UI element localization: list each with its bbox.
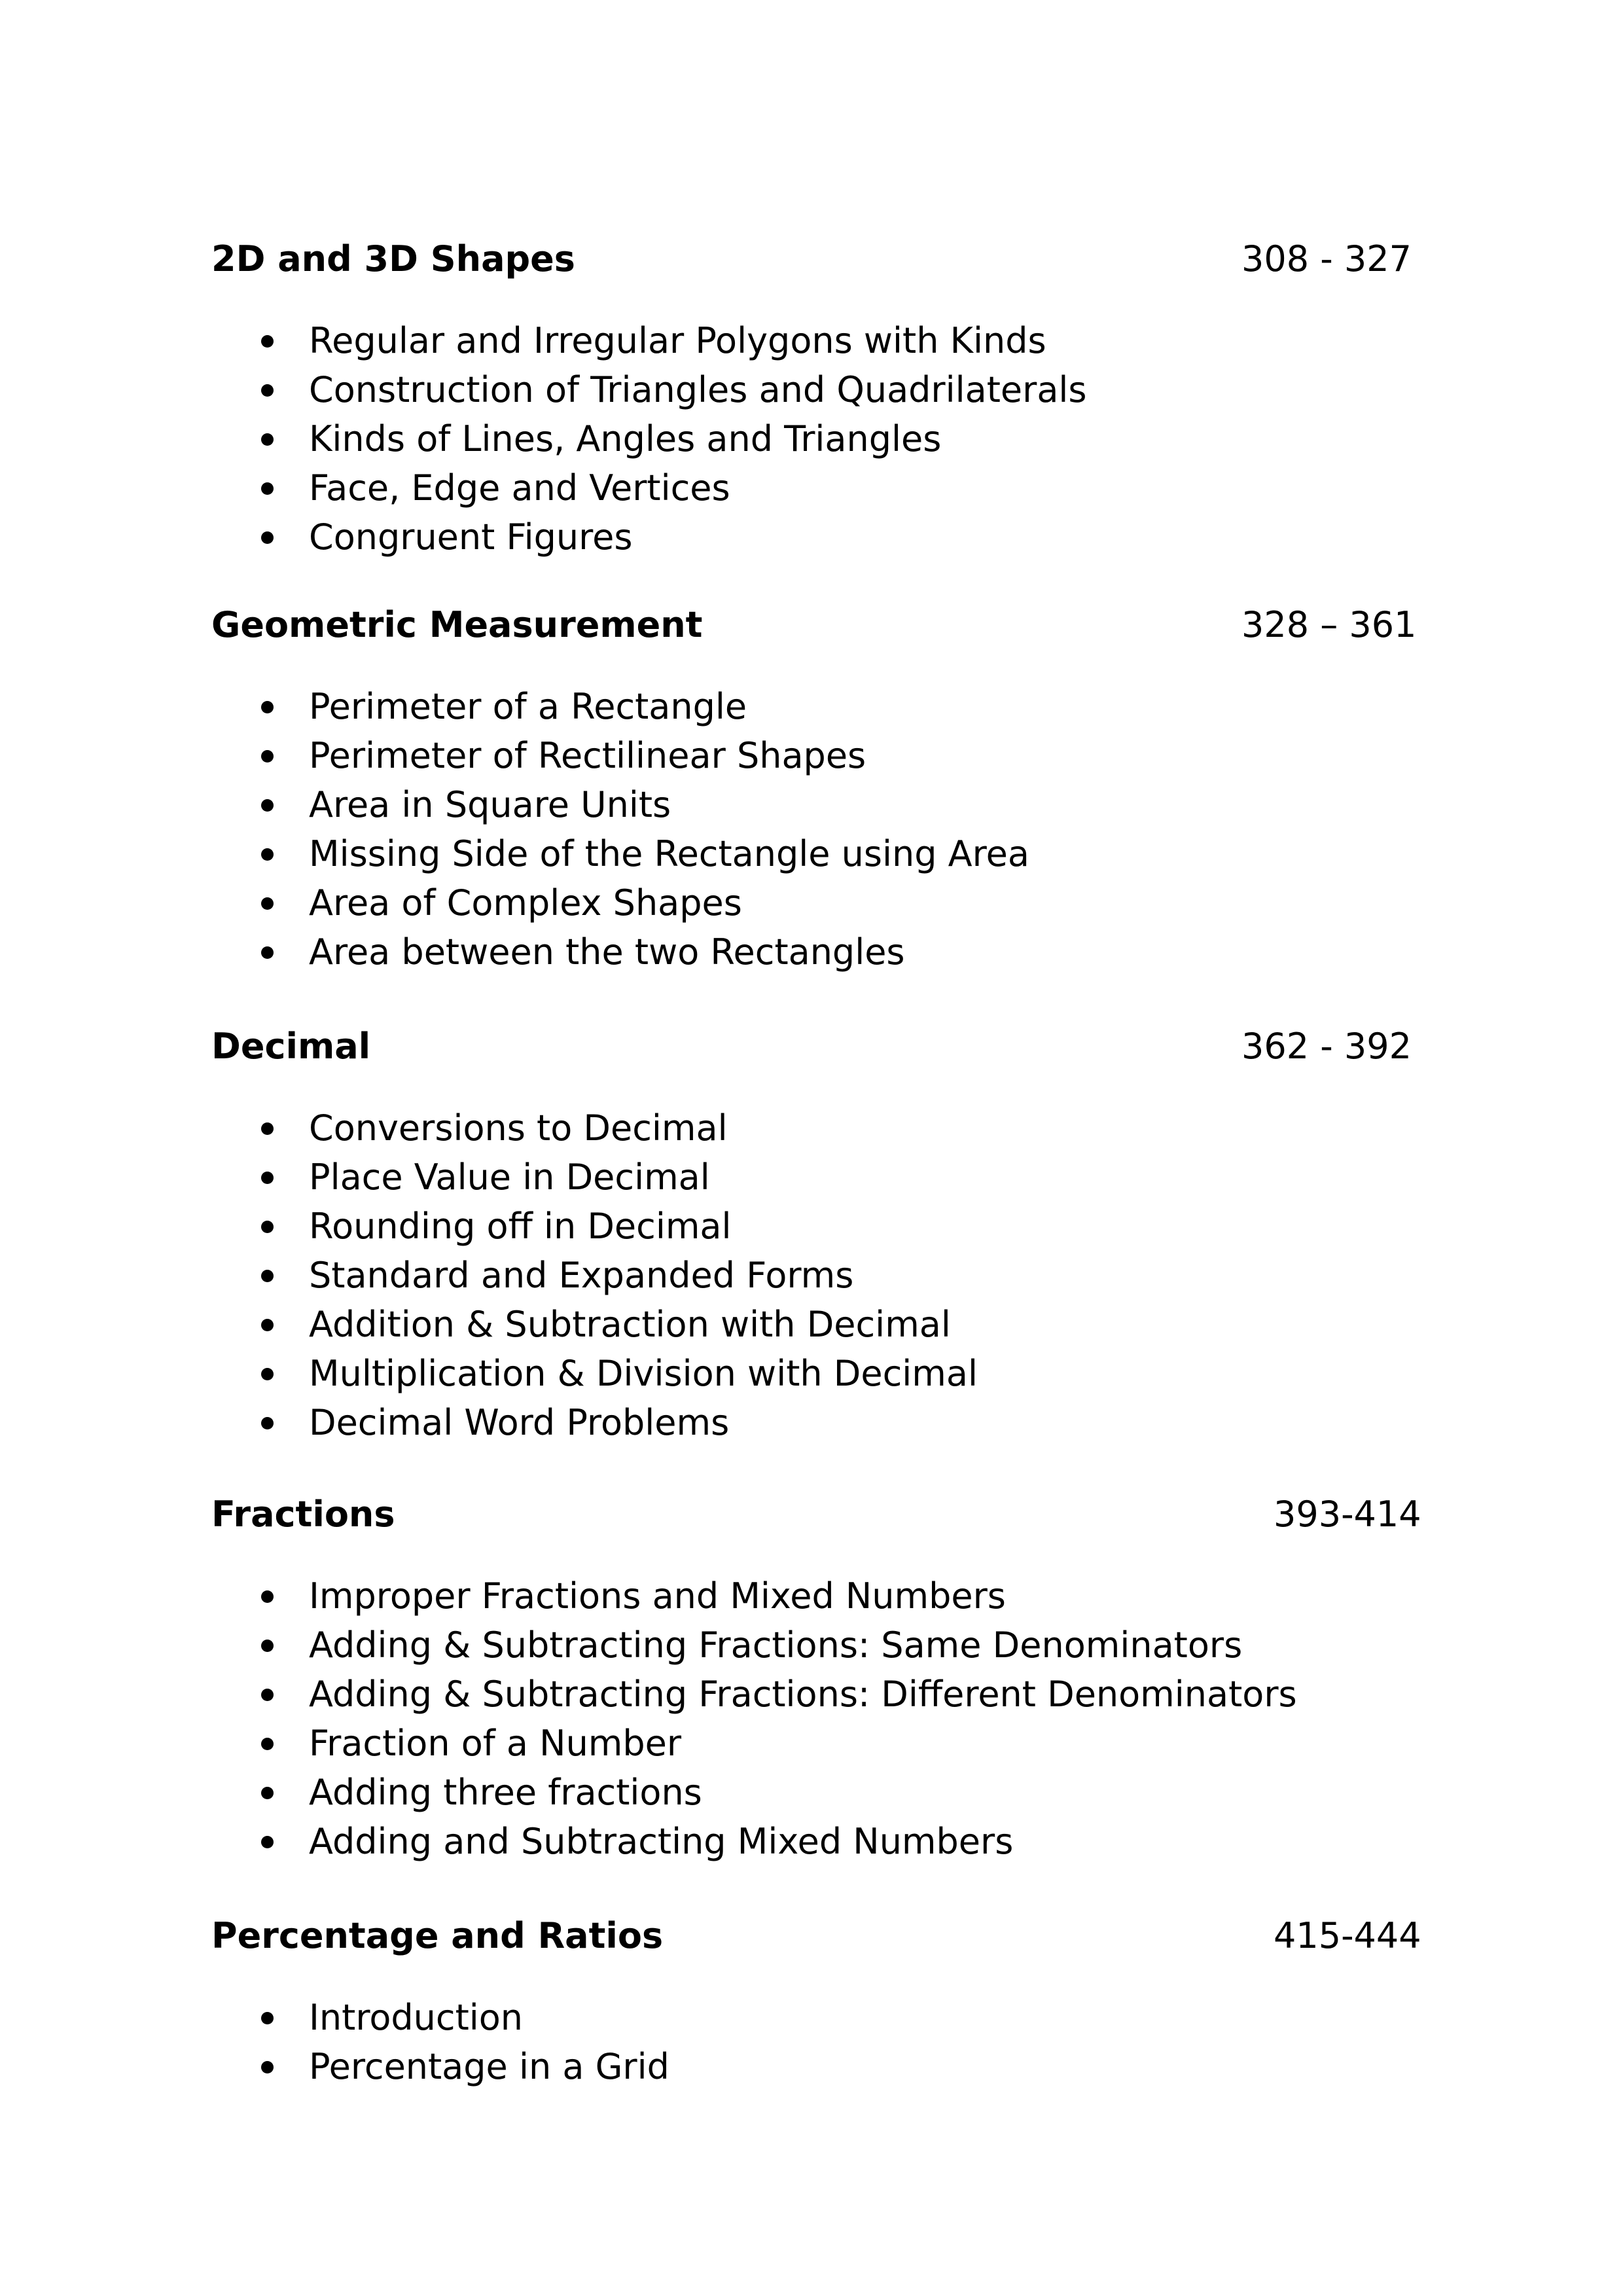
- bullet-icon: [261, 1172, 274, 1184]
- bullet-icon: [261, 848, 274, 861]
- list-item-text: Adding & Subtracting Fractions: Different Denominators: [309, 1674, 1297, 1715]
- list-item-text: Perimeter of Rectilinear Shapes: [309, 735, 866, 776]
- list-item-text: Missing Side of the Rectangle using Area: [309, 833, 1029, 874]
- list-item-text: Adding and Subtracting Mixed Numbers: [309, 1821, 1014, 1862]
- bullet-icon: [261, 946, 274, 959]
- list-item-text: Percentage in a Grid: [309, 2046, 669, 2087]
- list-item-text: Addition & Subtraction with Decimal: [309, 1304, 951, 1345]
- bullet-icon: [261, 2012, 274, 2024]
- bullet-icon: [261, 335, 274, 348]
- section-page-range: 308 - 327: [1241, 238, 1412, 279]
- list-item-text: Multiplication & Division with Decimal: [309, 1353, 978, 1394]
- list-item-text: Area of Complex Shapes: [309, 882, 742, 924]
- bullet-icon: [261, 799, 274, 812]
- list-item-text: Regular and Irregular Polygons with Kinds: [309, 320, 1046, 361]
- bullet-icon: [261, 1738, 274, 1750]
- bullet-icon: [261, 701, 274, 713]
- bullet-icon: [261, 1368, 274, 1380]
- list-item-text: Adding three fractions: [309, 1772, 702, 1813]
- list-item-text: Fraction of a Number: [309, 1723, 682, 1764]
- bullet-icon: [261, 384, 274, 397]
- bullet-icon: [261, 1836, 274, 1848]
- list-item-text: Rounding off in Decimal: [309, 1206, 732, 1247]
- bullet-icon: [261, 1319, 274, 1331]
- list-item-text: Adding & Subtracting Fractions: Same Denominators: [309, 1624, 1243, 1666]
- list-item-text: Kinds of Lines, Angles and Triangles: [309, 418, 942, 459]
- bullet-icon: [261, 1270, 274, 1282]
- bullet-icon: [261, 1122, 274, 1135]
- bullet-icon: [261, 1689, 274, 1701]
- section-page-range: 362 - 392: [1241, 1026, 1412, 1067]
- bullet-icon: [261, 1417, 274, 1429]
- bullet-icon: [261, 482, 274, 495]
- bullet-icon: [261, 1221, 274, 1233]
- list-item-text: Area between the two Rectangles: [309, 931, 905, 973]
- list-item-text: Perimeter of a Rectangle: [309, 686, 747, 727]
- list-item-text: Construction of Triangles and Quadrilaterals: [309, 369, 1087, 410]
- list-item-text: Improper Fractions and Mixed Numbers: [309, 1575, 1006, 1617]
- section-title: Fractions: [211, 1494, 395, 1535]
- bullet-icon: [261, 1590, 274, 1603]
- list-item-text: Decimal Word Problems: [309, 1402, 730, 1443]
- bullet-icon: [261, 531, 274, 544]
- list-item-text: Place Value in Decimal: [309, 1157, 710, 1198]
- list-item-text: Conversions to Decimal: [309, 1107, 728, 1149]
- section-page-range: 415-444: [1274, 1915, 1421, 1956]
- bullet-icon: [261, 750, 274, 762]
- list-item-text: Face, Edge and Vertices: [309, 467, 730, 509]
- section-title: Decimal: [211, 1026, 371, 1067]
- list-item-text: Congruent Figures: [309, 516, 633, 558]
- bullet-icon: [261, 897, 274, 910]
- bullet-icon: [261, 433, 274, 446]
- bullet-icon: [261, 2061, 274, 2073]
- section-page-range: 328 – 361: [1241, 604, 1417, 645]
- list-item-text: Area in Square Units: [309, 784, 671, 825]
- section-title: 2D and 3D Shapes: [211, 238, 575, 279]
- section-page-range: 393-414: [1274, 1494, 1421, 1535]
- list-item-text: Introduction: [309, 1997, 524, 2038]
- bullet-icon: [261, 1640, 274, 1652]
- list-item-text: Standard and Expanded Forms: [309, 1255, 854, 1296]
- bullet-icon: [261, 1787, 274, 1799]
- section-title: Geometric Measurement: [211, 604, 703, 645]
- section-title: Percentage and Ratios: [211, 1915, 664, 1956]
